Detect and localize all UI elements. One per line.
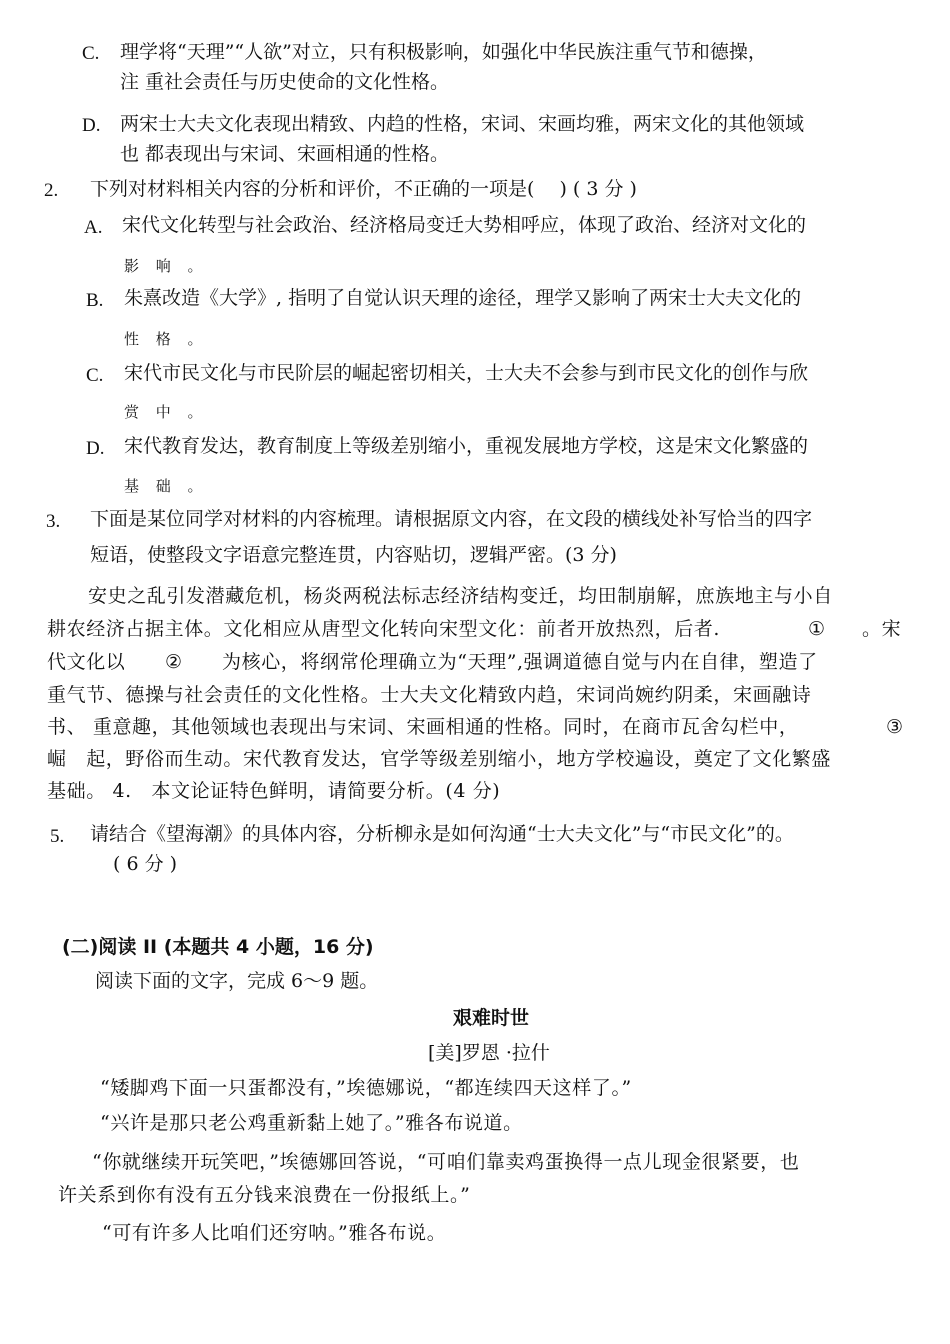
q5-stem-cont: ( 6 分 ) [113, 853, 178, 875]
q3-passage-line-and-q4: 基础。 4. 本文论证特色鲜明，请简要分析。(4 分) [47, 780, 501, 802]
q1-option-c-text: 理学将“天理”“人欲”对立，只有积极影响，如强化中华民族注重气节和德操， [120, 41, 767, 63]
q3-blank-2: ② [165, 651, 183, 673]
q1-option-c-text-cont: 注 重社会责任与历史使命的文化性格。 [120, 71, 450, 93]
q2-option-b-text: 朱熹改造《大学》, 指明了自觉认识天理的途径，理学又影响了两宋士大夫文化的 [124, 287, 802, 309]
q3-number: 3. [46, 511, 61, 532]
q1-option-c-label: C. [82, 43, 100, 64]
q3-blank-1: ① [808, 618, 826, 640]
q2-option-b-text-cont: 性 格 。 [124, 330, 209, 348]
q1-option-d-text: 两宋士大夫文化表现出精致、内趋的性格，宋词、宋画均雅，两宋文化的其他领域 [120, 113, 805, 135]
q2-stem: 下列对材料相关内容的分析和评价，不正确的一项是( ) ( 3 分 ) [90, 178, 637, 200]
q2-option-a-text-cont: 影 响 。 [124, 257, 209, 275]
q5-number: 5. [50, 826, 65, 847]
q3-passage-line: 崛 起，野俗而生动。宋代教育发达，官学等级差别缩小，地方学校遍设，奠定了文化繁盛 [47, 748, 832, 770]
q3-passage-line: 书、 重意趣，其他领域也表现出与宋词、宋画相通的性格。同时，在商市瓦舍勾栏中， [47, 716, 799, 738]
q2-option-c-text: 宋代市民文化与市民阶层的崛起密切相关，士大夫不会参与到市民文化的创作与欣 [124, 362, 809, 384]
q3-stem-cont: 短语，使整段文字语意完整连贯，内容贴切，逻辑严密。(3 分) [90, 544, 617, 566]
story-paragraph: “兴许是那只老公鸡重新黏上她了。”雅各布说道。 [100, 1112, 523, 1134]
story-paragraph: “你就继续开玩笑吧，”埃德娜回答说，“可咱们靠卖鸡蛋换得一点儿现金很紧要，也 [92, 1151, 800, 1173]
q3-passage-line: 为核心，将纲常伦理确立为“天理”,强调道德自觉与内在自律，塑造了 [222, 651, 818, 673]
q2-option-c-label: C. [86, 365, 104, 386]
q3-passage-line: 耕农经济占据主体。文化相应从唐型文化转向宋型文化：前者开放热烈，后者. [47, 618, 721, 640]
q3-stem: 下面是某位同学对材料的内容梳理。请根据原文内容，在文段的横线处补写恰当的四字 [90, 508, 813, 530]
story-paragraph: “矮脚鸡下面一只蛋都没有，”埃德娜说，“都连续四天这样了。” [100, 1077, 632, 1099]
q1-option-d-text-cont: 也 都表现出与宋词、宋画相通的性格。 [120, 143, 450, 165]
q2-option-d-label: D. [86, 438, 105, 459]
q2-option-a-text: 宋代文化转型与社会政治、经济格局变迁大势相呼应，体现了政治、经济对文化的 [122, 214, 807, 236]
q3-passage-line: 代文化以 [47, 651, 126, 673]
q2-number: 2. [44, 180, 59, 201]
q1-option-d-label: D. [82, 115, 101, 136]
q2-option-d-text-cont: 基 础 。 [124, 477, 209, 495]
q2-option-d-text: 宋代教育发达，教育制度上等级差别缩小，重视发展地方学校，这是宋文化繁盛的 [124, 435, 809, 457]
q2-option-a-label: A. [84, 217, 103, 238]
story-paragraph: “可有许多人比咱们还穷呐。”雅各布说。 [102, 1222, 447, 1244]
story-paragraph-cont: 许关系到你有没有五分钱来浪费在一份报纸上。” [58, 1184, 471, 1206]
q2-option-b-label: B. [86, 290, 104, 311]
section-instruction: 阅读下面的文字，完成 6～9 题。 [95, 970, 379, 992]
story-title: 艰难时世 [453, 1007, 530, 1029]
q5-stem: 请结合《望海潮》的具体内容，分析柳永是如何沟通“士大夫文化”与“市民文化”的。 [90, 823, 794, 845]
q3-blank-1-tail: 。宋 [862, 618, 902, 640]
story-author: [美]罗恩 ·拉什 [428, 1042, 550, 1064]
q3-passage-line: 安史之乱引发潜藏危机，杨炎两税法标志经济结构变迁，均田制崩解，庶族地主与小自 [88, 585, 833, 607]
q2-option-c-text-cont: 赏 中 。 [124, 403, 209, 421]
q3-passage-line: 重气节、德操与社会责任的文化性格。士大夫文化精致内趋，宋词尚婉约阴柔，宋画融诗 [47, 684, 812, 706]
q3-blank-3: ③ [886, 716, 904, 738]
section-heading: (二)阅读 II (本题共 4 小题，16 分) [62, 936, 374, 958]
